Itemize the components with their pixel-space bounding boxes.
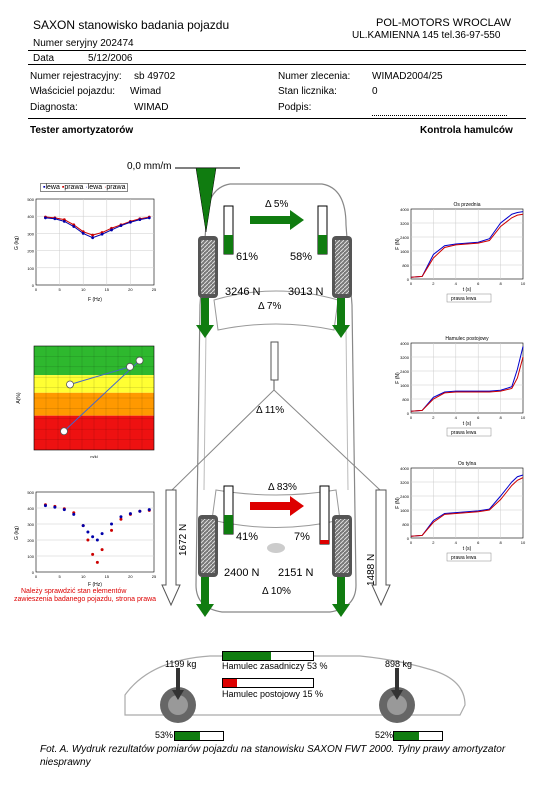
- data-point-prawa: [129, 512, 132, 515]
- reg-value: sb 49702: [134, 71, 176, 82]
- data-point-prawa: [120, 224, 123, 227]
- y-axis-label: G (kg): [14, 236, 20, 250]
- y-tick-label: 2400: [400, 494, 409, 499]
- y-axis-label: A(%): [16, 392, 22, 404]
- report-title: SAXON stanowisko badania pojazdu: [33, 18, 230, 32]
- y-tick-label: 4000: [400, 207, 409, 212]
- y-tick-label: 2400: [400, 235, 409, 240]
- odometer-label: Stan licznika:: [278, 86, 337, 97]
- x-tick-label: 25: [151, 574, 157, 579]
- legend-text: prawa lewa: [451, 555, 477, 561]
- front-right-brake-arrow: [332, 298, 350, 338]
- shock-legend: ▪lewa ▪prawa ·lewa ·prawa: [40, 183, 128, 192]
- y-axis-label: F (N): [395, 497, 401, 509]
- y-tick-label: 1600: [400, 508, 409, 513]
- x-tick-label: 6: [477, 415, 480, 420]
- x-tick-label: 4: [454, 281, 457, 286]
- data-point-prawa: [44, 504, 47, 507]
- x-tick-label: 4: [454, 415, 457, 420]
- data-point-prawa: [82, 524, 85, 527]
- data-point-lewa: [101, 548, 104, 551]
- data-point-prawa: [53, 217, 56, 220]
- data-point-prawa: [96, 539, 99, 542]
- x-tick-label: 2: [432, 540, 435, 545]
- y-axis-label: G (kg): [14, 526, 20, 540]
- y-tick-label: 800: [402, 263, 409, 268]
- x-axis-label: t (s): [462, 421, 472, 427]
- rear-shock-diff: Δ 83%: [268, 482, 297, 493]
- data-point-prawa: [138, 510, 141, 513]
- shock-warning-line-1: Należy sprawdzić stan elementów: [21, 588, 127, 595]
- rear-right-shock-pct: 7%: [294, 531, 310, 543]
- adhesion-chart: [10, 342, 160, 460]
- rear-left-shock-gauge: [224, 486, 233, 534]
- company-name: POL-MOTORS WROCLAW: [376, 17, 512, 29]
- owner-value: Wimad: [130, 86, 162, 97]
- date-value: 5/12/2006: [88, 53, 133, 64]
- y-tick-label: 3200: [400, 221, 409, 226]
- shock-rear-chart: [10, 488, 160, 588]
- x-tick-label: 10: [520, 415, 526, 420]
- odometer-value: 0: [372, 86, 378, 97]
- data-point-prawa: [86, 531, 89, 534]
- y-tick-label: 0: [406, 277, 409, 282]
- shock-warning-line-2: zawieszenia badanego pojazdu, strona prawa: [14, 596, 157, 603]
- data-point-prawa: [119, 515, 122, 518]
- y-tick-label: 3200: [400, 480, 409, 485]
- data-point-prawa: [91, 535, 94, 538]
- legend-prawa: prawa: [64, 184, 84, 191]
- x-tick-label: 0: [409, 281, 413, 286]
- x-tick-label: 10: [520, 540, 526, 545]
- order-value: WIMAD2004/25: [372, 71, 443, 82]
- x-tick-label: 10: [520, 281, 526, 286]
- x-tick-label: 6: [477, 540, 480, 545]
- right-park-arrow: [372, 490, 390, 605]
- front-left-shock-gauge: [224, 206, 233, 254]
- y-tick-label: 2400: [400, 369, 409, 374]
- front-brake-diff: Δ 7%: [258, 301, 282, 312]
- front-efficiency-bar: [174, 731, 224, 741]
- rear-axle-weight: 898 kg: [385, 659, 413, 669]
- data-point-prawa: [72, 225, 75, 228]
- y-tick-label: 0: [406, 536, 409, 541]
- x-tick-label: 5: [58, 287, 61, 292]
- legend-lewa: lewa: [45, 184, 60, 191]
- x-tick-label: 10: [80, 287, 86, 292]
- x-tick-label: 0: [409, 415, 413, 420]
- data-point-prawa: [110, 229, 113, 232]
- rear-diff-arrow: [250, 496, 304, 516]
- y-tick-label: 200: [27, 538, 34, 543]
- brake-rear-chart: [393, 458, 533, 563]
- rear-left-brake-force: 2400 N: [224, 567, 260, 579]
- order-label: Numer zlecenia:: [278, 71, 351, 82]
- data-point-prawa: [91, 236, 94, 239]
- front-left-wheel: [198, 236, 218, 298]
- sideslip-value: 0,0 mm/m: [127, 161, 172, 172]
- rear-left-wheel: [198, 515, 218, 577]
- x-axis-label: F (Hz): [88, 297, 102, 303]
- y-tick-label: 200: [27, 248, 34, 254]
- chart-title: Os tylna: [457, 461, 477, 467]
- x-tick-label: 5: [58, 574, 61, 579]
- y-tick-label: 500: [27, 490, 34, 495]
- rear-efficiency-bar: [393, 731, 443, 741]
- company-address: UL.KAMIENNA 145 tel.36-97-550: [352, 30, 501, 41]
- data-point-prawa: [63, 508, 66, 511]
- car-center-marker: [267, 543, 285, 553]
- y-tick-label: 800: [402, 522, 409, 527]
- brake-section-title: Kontrola hamulców: [420, 125, 513, 136]
- front-axle-weight: 1199 kg: [165, 659, 197, 669]
- front-shock-diff: Δ 5%: [265, 199, 289, 210]
- adhesion-point: [127, 363, 134, 370]
- x-tick-label: 4: [454, 540, 457, 545]
- main-brake-label: Hamulec zasadniczy 53 %: [222, 661, 328, 671]
- sideslip-arrow: [196, 168, 216, 232]
- diag-value: WIMAD: [134, 102, 169, 113]
- x-tick-label: 20: [128, 287, 133, 292]
- plot-area: [36, 199, 154, 285]
- main-brake-bar: [222, 651, 314, 661]
- data-point-lewa: [86, 539, 89, 542]
- left-park-force: 1672 N: [178, 523, 189, 556]
- data-point-prawa: [101, 532, 104, 535]
- date-label: Data: [33, 53, 55, 64]
- signature-label: Podpis:: [278, 102, 312, 113]
- x-tick-label: 8: [499, 540, 502, 545]
- data-point-lewa: [110, 529, 113, 532]
- x-tick-label: 15: [104, 574, 110, 579]
- data-point-prawa: [110, 523, 113, 526]
- park-brake-lever: [271, 342, 278, 380]
- adhesion-point: [67, 381, 74, 388]
- y-tick-label: 4000: [400, 341, 409, 346]
- y-tick-label: 0: [406, 411, 409, 416]
- x-axis-label: t (s): [462, 287, 472, 293]
- data-point-prawa: [72, 513, 75, 516]
- data-point-prawa: [44, 217, 47, 220]
- x-tick-label: 10: [80, 574, 86, 579]
- front-left-shock-pct: 61%: [236, 251, 259, 263]
- front-left-brake-arrow: [196, 298, 214, 338]
- y-tick-label: 300: [27, 522, 34, 527]
- shock-front-chart: [10, 193, 160, 305]
- x-axis-label: m/kl: [90, 454, 98, 459]
- x-tick-label: 20: [128, 574, 133, 579]
- brake-park-chart: [393, 333, 533, 438]
- y-tick-label: 0: [31, 570, 34, 575]
- y-tick-label: 800: [402, 397, 409, 402]
- y-axis-label: F (N): [395, 238, 401, 250]
- x-axis-label: t (s): [462, 546, 472, 552]
- front-right-shock-pct: 58%: [290, 251, 313, 263]
- data-point-prawa: [63, 220, 66, 223]
- data-point-prawa: [148, 217, 151, 220]
- x-tick-label: 0: [409, 540, 413, 545]
- rear-left-shock-pct: 41%: [236, 531, 259, 543]
- data-point-prawa: [138, 218, 141, 221]
- y-tick-label: 500: [27, 197, 34, 202]
- x-tick-label: 0: [34, 574, 38, 579]
- y-tick-label: 4000: [400, 466, 409, 471]
- y-tick-label: 400: [27, 214, 34, 220]
- y-tick-label: 100: [27, 265, 34, 271]
- chart-title: Hamulec postojowy: [445, 336, 489, 342]
- data-point-prawa: [82, 232, 85, 235]
- x-tick-label: 2: [432, 281, 435, 286]
- front-left-brake-force: 3246 N: [225, 286, 261, 298]
- data-point-prawa: [53, 506, 56, 509]
- data-point-lewa: [91, 234, 94, 237]
- legend-text: prawa lewa: [451, 296, 477, 302]
- front-efficiency-pct: 53%: [155, 730, 174, 740]
- rear-right-wheel: [332, 515, 352, 577]
- data-point-prawa: [148, 508, 151, 511]
- brake-front-chart: [393, 199, 533, 304]
- y-tick-label: 100: [27, 554, 34, 559]
- park-brake-label: Hamulec postojowy 15 %: [222, 689, 324, 699]
- x-tick-label: 8: [499, 281, 502, 286]
- chart-title: Os przednia: [453, 202, 481, 208]
- shock-section-title: Tester amortyzatorów: [30, 125, 134, 136]
- rear-efficiency-pct: 52%: [375, 730, 394, 740]
- reg-label: Numer rejestracyjny:: [30, 71, 122, 82]
- y-tick-label: 1600: [400, 383, 409, 388]
- x-tick-label: 0: [34, 287, 38, 292]
- x-tick-label: 6: [477, 281, 480, 286]
- diag-label: Diagnosta:: [30, 102, 78, 113]
- front-diff-arrow: [250, 210, 304, 230]
- front-right-brake-force: 3013 N: [288, 286, 324, 298]
- legend-prawa-2: prawa: [106, 184, 126, 191]
- legend-text: prawa lewa: [451, 430, 477, 436]
- data-point-lewa: [91, 553, 94, 556]
- x-tick-label: 25: [151, 287, 157, 292]
- y-tick-label: 1600: [400, 249, 409, 254]
- front-right-shock-gauge: [318, 206, 327, 254]
- y-tick-label: 300: [27, 231, 34, 237]
- legend-lewa-2: lewa: [87, 184, 103, 191]
- plot-area: [36, 492, 154, 572]
- adhesion-point: [136, 357, 143, 364]
- data-point-lewa: [96, 561, 99, 564]
- x-tick-label: 2: [432, 415, 435, 420]
- adhesion-point: [61, 428, 68, 435]
- rear-right-shock-gauge: [320, 486, 329, 544]
- x-tick-label: 15: [104, 287, 110, 292]
- data-point-prawa: [101, 233, 104, 236]
- y-axis-label: F (N): [395, 372, 401, 384]
- y-tick-label: 3200: [400, 355, 409, 360]
- park-brake-bar: [222, 678, 314, 688]
- x-axis-label: F (Hz): [88, 582, 102, 588]
- plot-area: [411, 343, 523, 413]
- owner-label: Właściciel pojazdu:: [30, 86, 116, 97]
- y-tick-label: 400: [27, 506, 34, 511]
- front-right-wheel: [332, 236, 352, 298]
- rear-brake-diff: Δ 10%: [262, 586, 291, 597]
- serial-number: Numer seryjny 202474: [33, 38, 134, 49]
- figure-caption: Fot. A. Wydruk rezultatów pomiarów pojazdu na stanowisku SAXON FWT 2000. Tylny prawy amortyzator niesprawny: [40, 744, 506, 768]
- right-park-force: 1488 N: [366, 553, 377, 586]
- rear-right-brake-force: 2151 N: [278, 567, 314, 579]
- y-tick-label: 0: [31, 283, 34, 288]
- x-tick-label: 8: [499, 415, 502, 420]
- data-point-prawa: [129, 221, 132, 224]
- park-brake-diff: Δ 11%: [256, 405, 285, 416]
